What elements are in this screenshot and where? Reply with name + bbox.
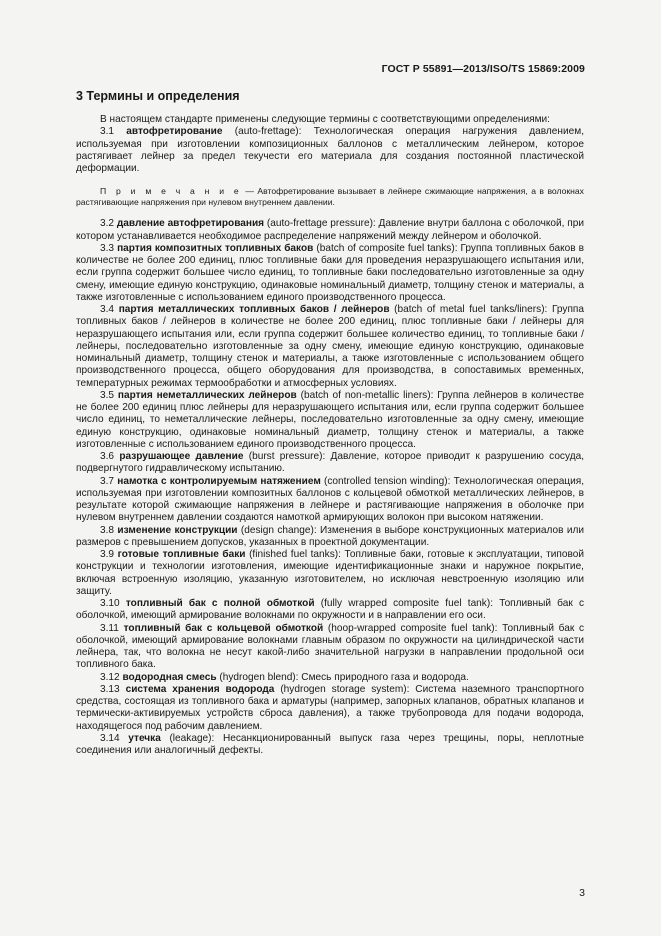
note-label: П р и м е ч а н и е <box>100 186 242 197</box>
term-3-9: 3.9 готовые топливные баки (finished fuel tanks): Топливные баки, готовые к эксплуатации, типовой конструкции и технологии изготовления, имеющие идентификационные знаки и наружное покрытие, включая встроенную изоляцию, указанную изготовителем, но исключая невстроенную изоляцию или защиту. <box>76 549 585 597</box>
term-3-1-name: автофретирование <box>126 126 223 138</box>
standard-designation: ГОСТ Р 55891—2013/ISO/TS 15869:2009 <box>381 63 585 75</box>
term-3-7: 3.7 намотка с контролируемым натяжением (controlled tension winding): Технологическая операция, используемая при изготовлении композитных баллонов с кольцевой обмоткой металлических лейнеров, в результате которой сжимающие напряжения в лейнере и растягивающие напряжения в оболочке при нулевом внутреннем давлении создаются намоткой армирующих волокон при высоком натяжении. <box>76 475 584 524</box>
note-paragraph: П р и м е ч а н и е — Автофретирование вызывает в лейнере сжимающие напряжения, а в волокнах растягивающие напряжения при нулевом внутреннем давлении. <box>76 186 584 208</box>
term-3-4: 3.4 партия металлических топливных баков / лейнеров (batch of metal fuel tanks/liners): Группа топливных баков / лейнеров в количестве не более 200 единиц, плюс топливные баки / лейнеры для неразрушающего испытания или, если группа содержит большее количество единиц, то топливные баки / лейнеры, последовательно изготовленные за одну смену, имеющие единую конструкцию, одинаковые номинальный диаметр, толщину стенок и материалы, а также изготовленные с использованием общего производственного процесса, общего оборудования для производства, в сопоставимых временных, температурных режимах термообработки и атмосферных условиях. <box>76 304 584 389</box>
term-3-11: 3.11 топливный бак с кольцевой обмоткой (hoop-wrapped composite fuel tank): Топливный бак с оболочкой, имеющий армирование волокнами главным образом по окружности на цилиндрической части лейнера, так, что волокна не несут какой-либо значительной нагрузки в направлении продольной оси топливного бака. <box>76 622 584 671</box>
page-number: 3 <box>579 887 585 899</box>
term-3-8: 3.8 изменение конструкции (design change): Изменения в выборе конструкционных материалов или размеров с превышением допусков, указанных в проектной документации. <box>76 524 584 548</box>
intro-paragraph: В настоящем стандарте применены следующие термины с соответствующими определениями: <box>100 114 550 125</box>
term-3-3: 3.3 партия композитных топливных баков (batch of composite fuel tanks): Группа топливных баков в количестве не более 200 единиц, плюс топливные баки для проведения неразрушающего испытания или, если группа содержит большее число единиц, то топливные баки последовательно изготовленные за одну смену, имеющие единую конструкцию, одинаковые номинальный диаметр, толщину стенок и материалы, а также изготовленные с использованием единого производственного процесса. <box>76 242 584 303</box>
term-3-6: 3.6 разрушающее давление (burst pressure): Давление, которое приводит к разрушению сосуда, подвергнутого гидравлическому испытанию. <box>76 451 585 475</box>
term-3-2: 3.2 давление автофретирования (auto-frettage pressure): Давление внутри баллона с оболочкой, при котором устанавливается необходимое распределение напряжений между лейнером и оболочкой. <box>76 218 585 242</box>
term-3-1: 3.1 автофретирование (auto-frettage): Технологическая операция нагружения давлением, используемая при изготовлении композиционных баллонов с металлическим лейнером, которое растягивает лейнер за предел текучести его материала для создания постоянной пластической деформации. <box>76 126 584 174</box>
section-title: 3 Термины и определения <box>76 89 240 103</box>
term-3-5: 3.5 партия неметаллических лейнеров (batch of non-metallic liners): Группа лейнеров в количестве не более 200 единиц плюс лейнеры для неразрушающего испытания или, если группа содержит большее число единиц, то неметаллические лейнеры, последовательно изготовленные за одну смену, имеющие единую конструкцию, одинаковые номинальный диаметр, толщину стенок и материалы, а также изготовленные с использованием единого производственного процесса. <box>76 389 584 450</box>
term-3-14: 3.14 утечка (leakage): Несанкционированный выпуск газа через трещины, поры, неплотные соединения или аналогичный дефекты. <box>76 732 584 756</box>
term-3-12: 3.12 водородная смесь (hydrogen blend): Смесь природного газа и водорода. <box>100 671 469 683</box>
page-body <box>76 88 584 757</box>
term-3-13: 3.13 система хранения водорода (hydrogen storage system): Система наземного транспортного средства, состоящая из топливного бака и арматуры (например, запорных клапанов, обратных клапанов и термически-активируемых устройств сброса давления), а также трубопровода для подачи водорода, находящегося под рабочим давлением. <box>76 683 585 732</box>
term-3-10: 3.10 топливный бак с полной обмоткой (fully wrapped composite fuel tank): Топливный бак с оболочкой, имеющий армирование волокнами по окружности и в направлении его оси. <box>76 598 584 622</box>
